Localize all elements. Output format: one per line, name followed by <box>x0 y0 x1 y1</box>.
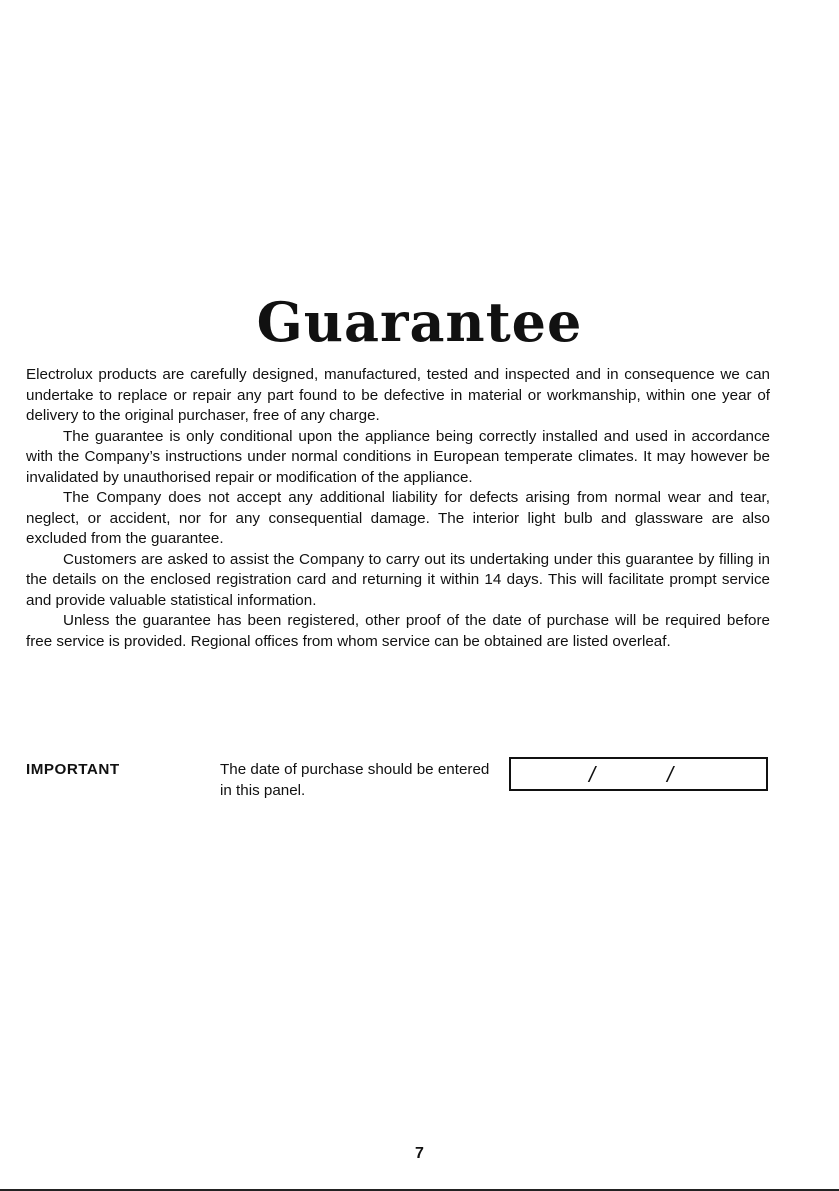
date-separator-2: / <box>667 762 674 787</box>
paragraph-3: The Company does not accept any additional liability for defects arising from normal wear and tear, neglect, or accident, nor for any consequential damage. The interior light bulb and glassware are also excluded from the guarantee. <box>26 489 770 547</box>
purchase-date-panel[interactable] <box>509 757 768 791</box>
paragraph-4: Customers are asked to assist the Company to carry out its undertaking under this guarantee by filling in the details on the enclosed registration card and returning it within 14 days. This will facilitate prompt service and provide valuable statistical information. <box>26 550 770 609</box>
page-title: Guarantee <box>256 290 583 354</box>
page-number: 7 <box>415 1145 424 1162</box>
paragraph-2: The guarantee is only conditional upon the appliance being correctly installed and used in accordance with the Company’s instructions under normal conditions in European temperate climates. It may however be invalidated by unauthorised repair or modification of the appliance. <box>26 427 770 486</box>
important-label: IMPORTANT <box>26 761 120 778</box>
guarantee-body <box>26 365 770 652</box>
date-separator-1: / <box>589 762 596 787</box>
paragraph-5: Unless the guarantee has been registered, other proof of the date of purchase will be required before free service is provided. Regional offices from whom service can be obtained are listed overleaf. <box>26 612 770 650</box>
paragraph-1: Electrolux products are carefully designed, manufactured, tested and inspected and in consequence we can undertake to replace or repair any part found to be defective in material or workmanship, within one year of delivery to the original purchaser, free of any charge. <box>26 366 770 424</box>
important-notice <box>26 760 770 805</box>
important-text: The date of purchase should be entered in this panel. <box>220 761 490 799</box>
